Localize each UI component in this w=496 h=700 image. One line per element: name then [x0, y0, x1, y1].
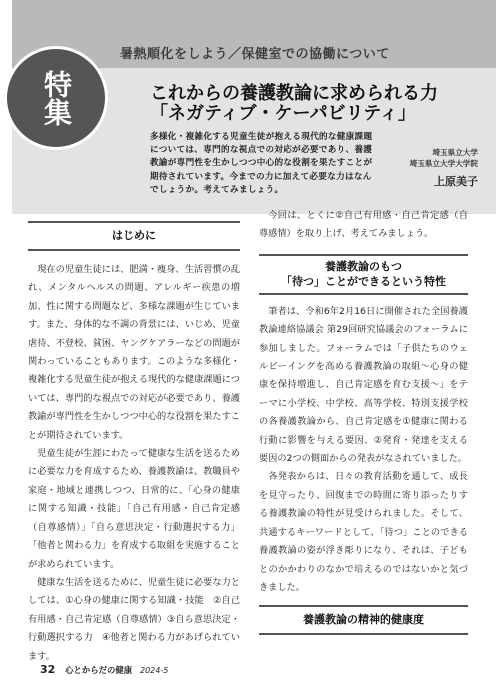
paragraph: 現在の児童生徒には、肥満・痩身、生活習慣の乱れ、メンタルヘルスの問題、アレルギー疾患の増加、性に関する問題など、多様な課題が生じています。また、身体的な不調の背景には、いじめ、児童虐待、不登校、貧困、ヤングケアラーなどの問題が関わっていることもあります。このような多様化・複雑化する児童生徒が抱える現代的な健康課題については、専門的な視点での対応が必要であり、養護教諭が専門性を生かしつつ中心的な役割を果たすことが期待されています。	[28, 264, 240, 441]
paragraph: 健康な生活を送るために、児童生徒に必要な力としては、①心身の健康に関する知識・技能 ②自己有用感・自己肯定感（自尊感情）③自ら意思決定・行動選択する力 ④他者と関わる力があげられています。	[28, 576, 240, 662]
author-name: 上原美子	[434, 175, 478, 188]
author-affiliation	[410, 147, 478, 169]
paragraph: 各発表からは、日々の教育活動を通して、成長を見守ったり、回復までの時間に寄り添ったりする養護教論の特性が見受けられました。そして、共通するキーワードとして、「待つ」ことのできる養護教論の姿が浮き彫りになり、それは、子どもとのかかわりのなかで培えるのではないかと気づきました。	[259, 471, 468, 593]
left-column	[28, 261, 240, 666]
paragraph: 児童生徒が生涯にわたって健康な生活を送るために必要な力を育成するため、養護教諭は、教職員や家庭・地域と連携しつつ、日常的に、「心身の健康に関する知識・技能」「自己有用感・自己肯定感（自尊感情）」「自ら意思決定・行動選択する力」「他者と関わる力」を育成する取組を実施することが求められています。	[28, 448, 240, 570]
magazine-title: 心とからだの健康	[65, 665, 133, 675]
feature-badge: 特集	[4, 46, 108, 150]
page-footer	[40, 663, 168, 676]
page-number: 32	[40, 663, 56, 676]
article-title-line2: 「ネガティブ・ケーパビリティ」	[150, 103, 416, 124]
article-title-line1: これからの養護教論に求められる力	[150, 83, 438, 104]
section-heading-mental-health: 養護教論の精神的健康度	[259, 605, 468, 635]
section-heading-waiting	[259, 254, 468, 295]
series-topic: 暑熱順化をしよう／保健室での協働について	[120, 47, 390, 62]
affiliation-line1: 埼玉県立大学	[432, 148, 478, 157]
affiliation-line2: 埼玉県立大学大学院	[409, 159, 478, 168]
section-heading-line1: 養護教論のもつ	[325, 259, 402, 273]
section-heading-intro: はじめに	[28, 221, 240, 251]
issue-date: 2024-5	[140, 666, 169, 675]
paragraph: 今回は、とくに②自己有用感・自己肯定感（自尊感情）を取り上げ、考えてみましょう。	[259, 210, 468, 240]
lead-text: 多様化・複雑化する児童生徒が抱える現代的な健康課題については、専門的な視点での対応が必要であり、養護教諭が専門性を生かしつつ中心的な役割を果たすことが期待されています。今までの力に加えて必要な力はなんでしょうか。考えてみましょう。	[150, 132, 373, 195]
paragraph: 筆者は、令和6年2月16日に開催された全国養護教論連絡協議会 第29回研究協議会のフォーラムに参加しました。フォーラムでは「子供たちのウェルビーイングを高める養護教論の取組～心身の健康を保持増進し、自己肯定感を育む支援～」をテーマに小学校、中学校、高等学校、特別支援学校の各養護教論から、自己肯定感を①健康に関わる行動に影響を与える要因、②発育・発達を支える要因の2つの側面からの発表がなされていました。	[259, 305, 468, 465]
article-header	[0, 0, 496, 214]
section-heading-line2: 「待つ」ことができるという特性	[281, 274, 446, 288]
right-column	[259, 207, 468, 635]
